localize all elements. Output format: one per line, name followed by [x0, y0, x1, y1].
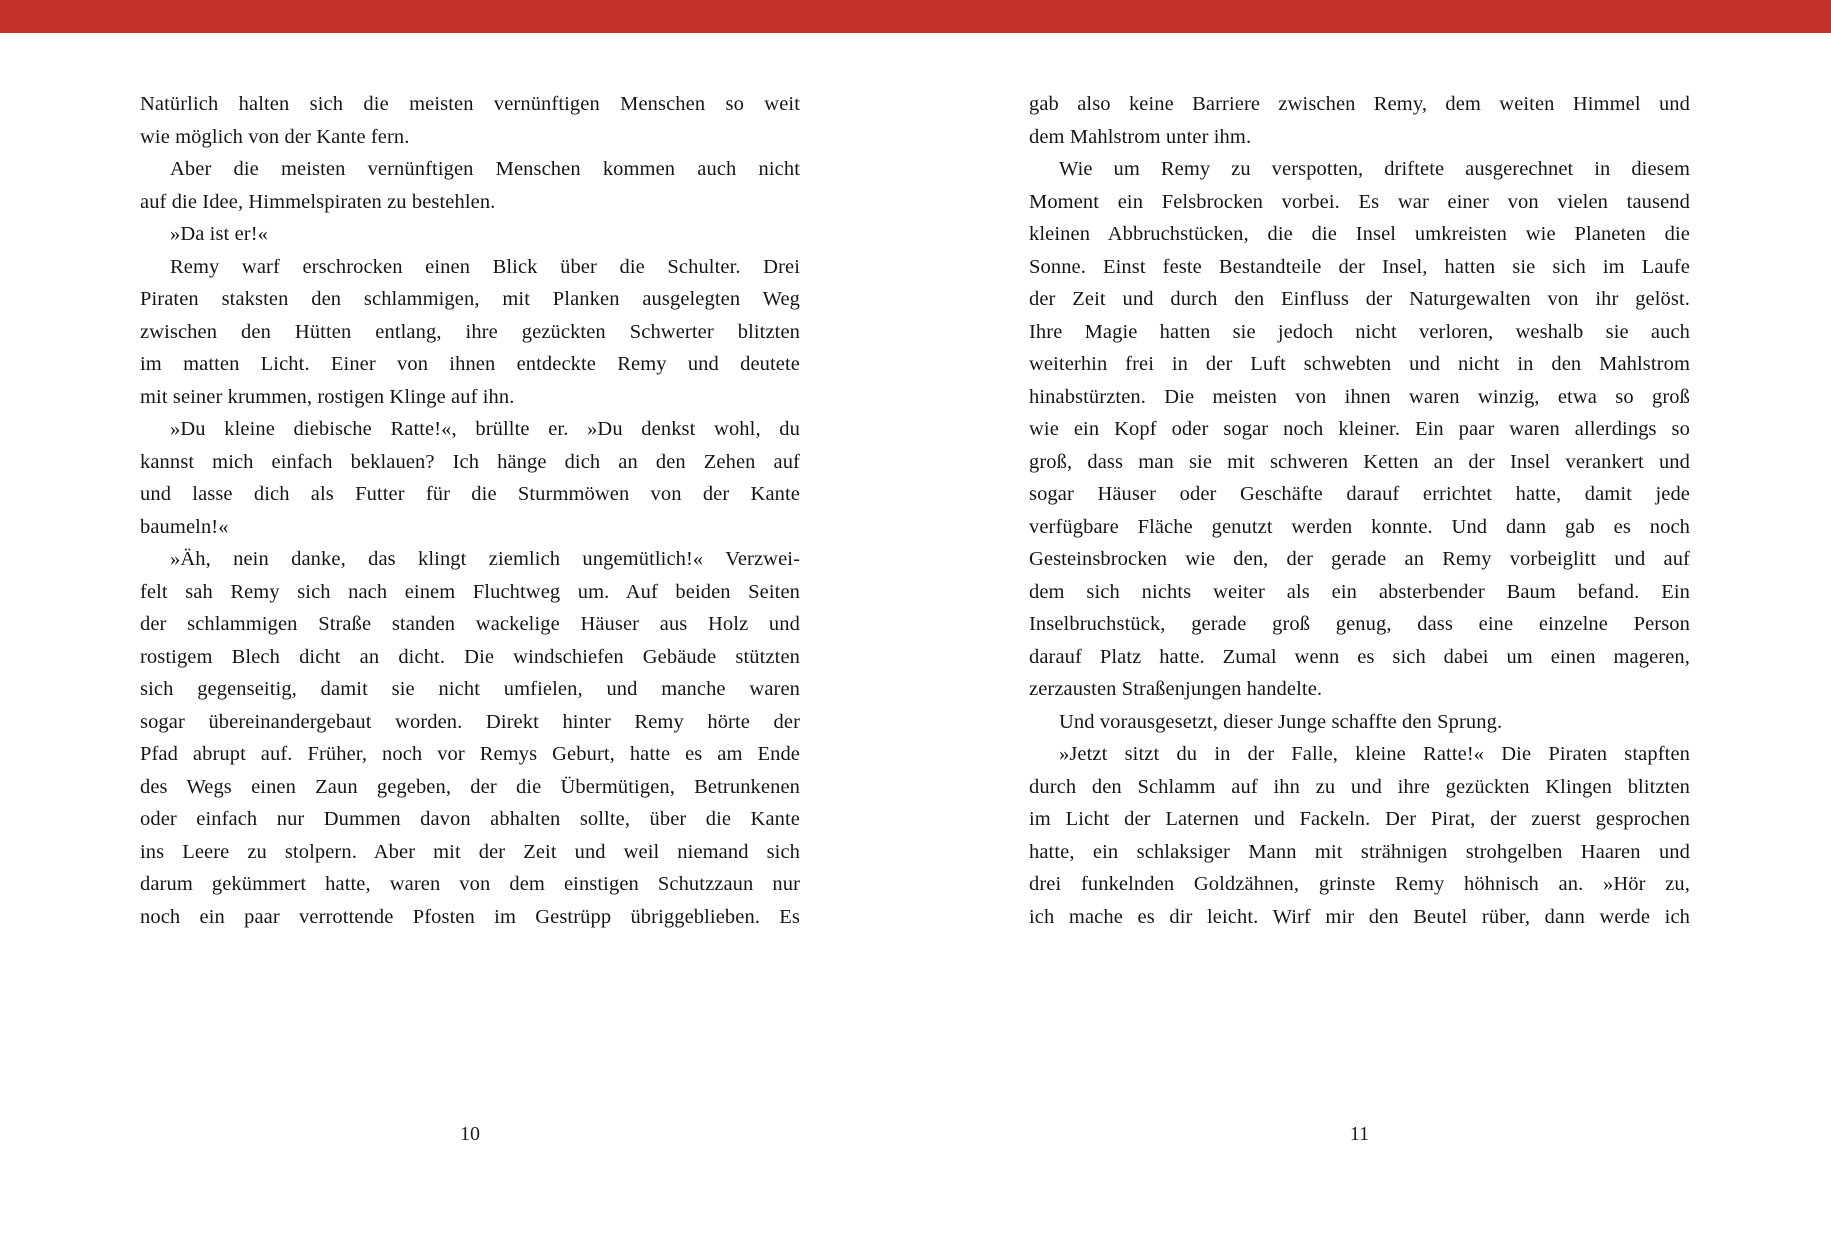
- text-line: im matten Licht. Einer von ihnen entdeckte Remy und deutete: [140, 353, 800, 375]
- text-line: baumeln!«: [140, 515, 229, 538]
- text-line: drei funkelnden Goldzähnen, grinste Remy höhnisch an. »Hör zu,: [1029, 873, 1690, 895]
- text-line: ins Leere zu stolpern. Aber mit der Zeit und weil niemand sich: [140, 840, 800, 863]
- text-line: wie ein Kopf oder sogar noch kleiner. Ein paar waren allerdings so: [1029, 418, 1690, 440]
- text-line: sich gegenseitig, damit sie nicht umfielen, und manche waren: [140, 678, 800, 700]
- text-line: der schlammigen Straße standen wackelige Häuser aus Holz und: [140, 613, 800, 635]
- text-line: noch ein paar verrottende Pfosten im Gestrüpp übriggeblieben. Es: [140, 905, 800, 928]
- text-line: Piraten staksten den schlammigen, mit Planken ausgelegten Weg: [140, 288, 800, 310]
- text-line: sogar Häuser oder Geschäfte darauf errichtet hatte, damit jede: [1029, 483, 1690, 505]
- text-line: kannst mich einfach beklauen? Ich hänge dich an den Zehen auf: [140, 450, 800, 473]
- text-line: Aber die meisten vernünftigen Menschen kommen auch nicht: [170, 158, 800, 180]
- text-line: Gesteinsbrocken wie den, der gerade an Remy vorbeiglitt und auf: [1029, 548, 1690, 570]
- text-line: gab also keine Barriere zwischen Remy, dem weiten Himmel und: [1029, 93, 1690, 115]
- text-line: »Äh, nein danke, das klingt ziemlich ungemütlich!« Verzwei-: [170, 548, 800, 570]
- text-line: zerzausten Straßenjungen handelte.: [1029, 678, 1323, 700]
- text-line: groß, dass man sie mit schweren Ketten an der Insel verankert und: [1029, 450, 1690, 473]
- text-line: der Zeit und durch den Einfluss der Naturgewalten von ihr gelöst.: [1029, 288, 1690, 310]
- text-line: oder einfach nur Dummen davon abhalten sollte, über die Kante: [140, 808, 800, 830]
- text-line: Wie um Remy zu verspotten, driftete ausgerechnet in diesem: [1059, 158, 1690, 180]
- text-line: »Du kleine diebische Ratte!«, brüllte er. »Du denkst wohl, du: [170, 418, 800, 440]
- text-line: hinabstürzten. Die meisten von ihnen waren winzig, etwa so groß: [1029, 385, 1690, 408]
- text-line: dem Mahlstrom unter ihm.: [1029, 125, 1252, 148]
- text-line: »Jetzt sitzt du in der Falle, kleine Ratte!« Die Piraten stapften: [1059, 743, 1690, 765]
- page-left-text-column: [140, 88, 800, 933]
- text-line: »Da ist er!«: [170, 223, 268, 245]
- text-line: Remy warf erschrocken einen Blick über die Schulter. Drei: [170, 255, 800, 278]
- text-line: dem sich nichts weiter als ein absterbender Baum befand. Ein: [1029, 580, 1690, 603]
- page-number-right: 11: [1349, 1123, 1370, 1145]
- text-line: im Licht der Laternen und Fackeln. Der Pirat, der zuerst gesprochen: [1029, 808, 1690, 830]
- text-line: zwischen den Hütten entlang, ihre gezückten Schwerter blitzten: [140, 320, 800, 343]
- text-line: Moment ein Felsbrocken vorbei. Es war einer von vielen tausend: [1029, 190, 1690, 213]
- text-line: ich mache es dir leicht. Wirf mir den Beutel rüber, dann werde ich: [1029, 905, 1690, 928]
- text-line: kleinen Abbruchstücken, die die Insel umkreisten wie Planeten die: [1029, 223, 1690, 245]
- text-line: und lasse dich als Futter für die Sturmmöwen von der Kante: [140, 483, 800, 505]
- page-right-text-column: [1029, 88, 1690, 933]
- text-line: verfügbare Fläche genutzt werden konnte. Und dann gab es noch: [1029, 515, 1690, 538]
- text-line: hatte, ein schlaksiger Mann mit strähnigen strohgelben Haaren und: [1029, 840, 1690, 863]
- text-line: Natürlich halten sich die meisten vernünftigen Menschen so weit: [140, 93, 800, 115]
- text-line: sogar übereinandergebaut worden. Direkt hinter Remy hörte der: [140, 710, 800, 733]
- text-line: mit seiner krummen, rostigen Klinge auf ihn.: [140, 385, 515, 408]
- text-line: darauf Platz hatte. Zumal wenn es sich dabei um einen mageren,: [1029, 645, 1690, 668]
- text-line: weiterhin frei in der Luft schwebten und nicht in den Mahlstrom: [1029, 353, 1690, 375]
- text-line: Ihre Magie hatten sie jedoch nicht verloren, weshalb sie auch: [1029, 320, 1690, 343]
- text-line: des Wegs einen Zaun gegeben, der die Übermütigen, Betrunkenen: [140, 775, 800, 798]
- page-number-left: 10: [460, 1123, 480, 1145]
- text-line: rostigem Blech dicht an dicht. Die windschiefen Gebäude stützten: [140, 645, 800, 668]
- text-line: durch den Schlamm auf ihn zu und ihre gezückten Klingen blitzten: [1029, 775, 1690, 798]
- text-line: darum gekümmert hatte, waren von dem einstigen Schutzzaun nur: [140, 873, 800, 895]
- text-line: Und vorausgesetzt, dieser Junge schaffte den Sprung.: [1059, 710, 1503, 733]
- text-line: wie möglich von der Kante fern.: [140, 125, 410, 148]
- app-top-bar: [0, 0, 1831, 33]
- text-line: auf die Idee, Himmelspiraten zu bestehlen.: [140, 190, 496, 213]
- text-line: Pfad abrupt auf. Früher, noch vor Remys Geburt, hatte es am Ende: [140, 743, 800, 765]
- text-line: Inselbruchstück, gerade groß genug, dass eine einzelne Person: [1029, 613, 1690, 635]
- text-line: felt sah Remy sich nach einem Fluchtweg um. Auf beiden Seiten: [140, 580, 800, 603]
- text-line: Sonne. Einst feste Bestandteile der Insel, hatten sie sich im Laufe: [1029, 255, 1690, 278]
